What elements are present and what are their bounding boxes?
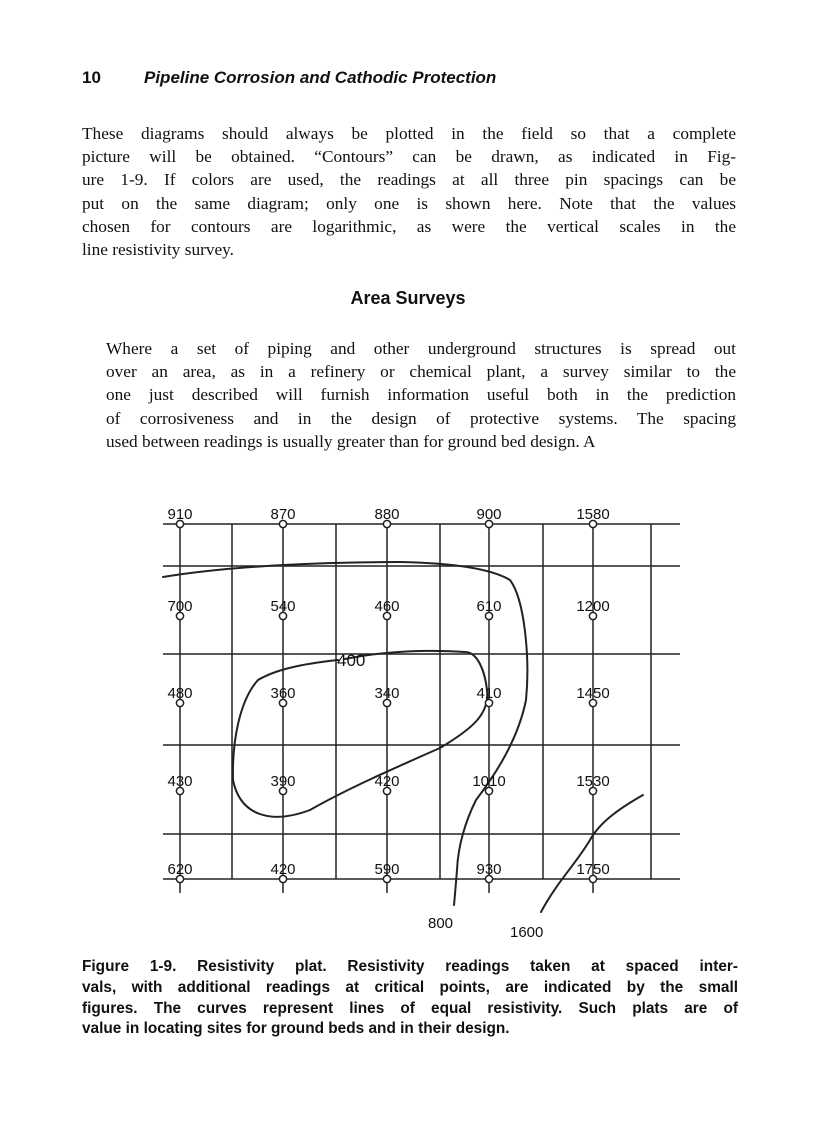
text-line: line resistivity survey. <box>82 240 234 260</box>
resistivity-reading: 930 <box>476 861 502 878</box>
text-line: ure 1-9. If colors are used, the readings at all three pin spacings can be <box>82 170 736 190</box>
text-line: These diagrams should always be plotted in the field so that a complete <box>82 124 736 143</box>
caption-text: Resistivity plat. Resistivity readings taken at spaced inter- <box>176 958 738 975</box>
resistivity-reading: 900 <box>476 506 502 523</box>
page-number: 10 <box>82 68 101 87</box>
resistivity-reading: 460 <box>374 598 400 615</box>
resistivity-plat-figure <box>0 480 816 950</box>
resistivity-reading: 1200 <box>576 598 610 615</box>
contour-label-800: 800 <box>428 915 454 932</box>
caption-line: vals, with additional readings at critical points, are indicated by the small <box>82 978 738 996</box>
text-line: one just described will furnish information useful both in the prediction <box>106 385 736 405</box>
contour-400 <box>233 651 487 817</box>
resistivity-reading: 590 <box>374 861 400 878</box>
figure-caption <box>82 957 738 1040</box>
resistivity-reading: 1750 <box>576 861 610 878</box>
text-line: of corrosiveness and in the design of protective systems. The spacing <box>106 408 736 428</box>
text-line: chosen for contours are logarithmic, as were the vertical scales in the <box>82 216 736 236</box>
caption-label: Figure 1-9. <box>82 958 177 975</box>
caption-line <box>82 957 738 978</box>
contour-top <box>163 562 527 905</box>
text-line: used between readings is usually greater than for ground bed design. A <box>106 431 596 451</box>
resistivity-reading: 430 <box>167 773 193 790</box>
contour-label-1600: 1600 <box>510 924 544 941</box>
resistivity-reading: 340 <box>374 685 400 702</box>
section-heading: Area Surveys <box>350 288 466 308</box>
resistivity-reading: 1450 <box>576 685 610 702</box>
resistivity-reading: 610 <box>476 598 502 615</box>
contour-1600 <box>541 795 643 912</box>
paragraph-area-surveys <box>82 337 736 453</box>
resistivity-reading: 880 <box>374 506 400 523</box>
contour-label-400: 400 <box>337 651 366 670</box>
resistivity-reading: 480 <box>167 685 193 702</box>
contour-lines <box>163 562 643 912</box>
resistivity-reading: 870 <box>270 506 296 523</box>
running-header <box>82 68 496 88</box>
resistivity-reading: 700 <box>167 598 193 615</box>
caption-line: figures. The curves represent lines of equal resistivity. Such plats are of <box>82 999 738 1017</box>
resistivity-reading: 1010 <box>472 773 506 790</box>
text-line: over an area, as in a refinery or chemical plant, a survey similar to the <box>106 362 736 382</box>
resistivity-reading: 540 <box>270 598 296 615</box>
survey-grid <box>163 524 680 893</box>
resistivity-reading: 620 <box>167 861 193 878</box>
resistivity-reading: 1580 <box>576 506 610 523</box>
resistivity-reading: 410 <box>476 685 502 702</box>
resistivity-reading: 390 <box>270 773 296 790</box>
resistivity-reading: 360 <box>270 685 296 702</box>
running-title: Pipeline Corrosion and Cathodic Protection <box>144 68 497 87</box>
text-line: put on the same diagram; only one is shown here. Note that the values <box>82 193 736 213</box>
resistivity-reading: 910 <box>167 506 193 523</box>
caption-line: value in locating sites for ground beds and in their design. <box>82 1020 510 1038</box>
resistivity-reading: 1530 <box>576 773 610 790</box>
text-line: picture will be obtained. “Contours” can be drawn, as indicated in Fig- <box>82 147 736 167</box>
resistivity-reading: 420 <box>270 861 296 878</box>
resistivity-reading: 420 <box>374 773 400 790</box>
paragraph-contours <box>82 122 736 261</box>
text-line: Where a set of piping and other underground structures is spread out <box>106 339 736 358</box>
